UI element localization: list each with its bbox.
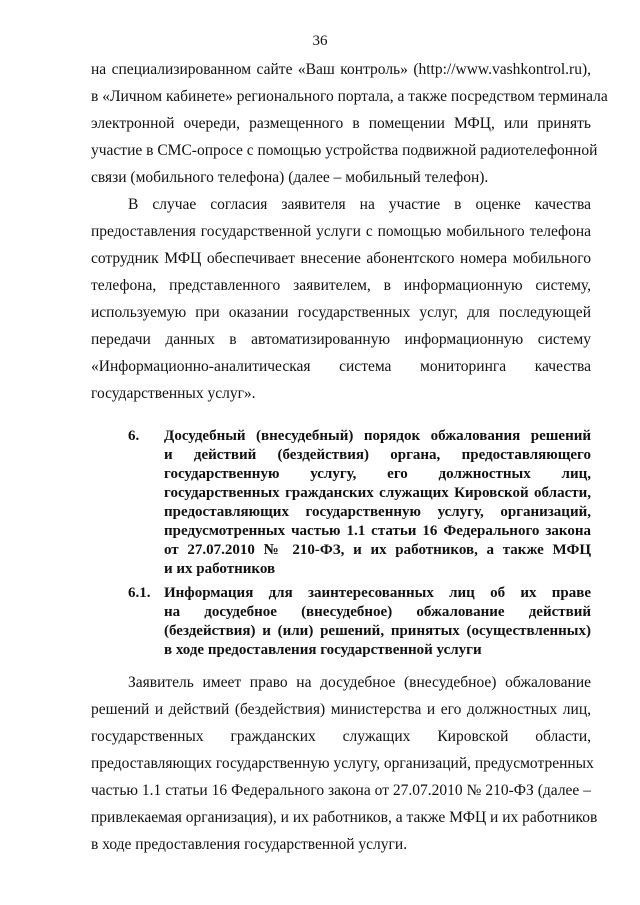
paragraph-line: участие в СМС-опросе с помощью устройства подвижной радиотелефонной: [91, 142, 598, 159]
paragraph-line: предоставляющих государственную услугу, организаций, предусмотренных: [91, 755, 594, 772]
section-heading-line: государственную услугу, его должностных лиц,: [164, 466, 591, 482]
paragraph-line: «Информационно-аналитическая система мониторинга качества: [91, 358, 591, 375]
paragraph-line: на специализированном сайте «Ваш контроль» (http://www.vashkontrol.ru),: [91, 61, 591, 78]
section-heading-line: государственных гражданских служащих Кировской области,: [164, 485, 591, 501]
paragraph-line: в «Личном кабинете» регионального портала, а также посредством терминала: [91, 88, 608, 105]
subsection-heading-line: Информация для заинтересованных лиц об их праве: [164, 585, 591, 601]
paragraph-line: решений и действий (бездействия) министерства и его должностных лиц,: [91, 701, 591, 718]
section-heading-line: и их работников: [164, 561, 276, 577]
section-number: 6.: [128, 428, 140, 444]
section-heading-line: предусмотренных частью 1.1 статьи 16 Федерального закона: [164, 523, 591, 539]
page-number: 36: [312, 33, 328, 49]
paragraph-line: государственных услуг».: [91, 385, 256, 402]
section-heading-line: и действий (бездействия) органа, предоставляющего: [164, 447, 591, 463]
section-heading-line: Досудебный (внесудебный) порядок обжалования решений: [164, 428, 591, 444]
paragraph-line: Заявитель имеет право на досудебное (внесудебное) обжалование: [128, 674, 591, 691]
section-heading-line: от 27.07.2010 № 210-ФЗ, и их работников, а также МФЦ: [164, 542, 591, 558]
paragraph-line: привлекаемая организация), и их работников, а также МФЦ и их работников: [91, 809, 598, 826]
paragraph-line: В случае согласия заявителя на участие в оценке качества: [128, 196, 591, 213]
subsection-heading-line: на досудебное (внесудебное) обжалование действий: [164, 604, 591, 620]
paragraph-line: предоставления государственной услуги с помощью мобильного телефона: [91, 223, 591, 240]
paragraph-line: сотрудник МФЦ обеспечивает внесение абонентского номера мобильного: [91, 250, 591, 267]
subsection-heading-line: в ходе предоставления государственной услуги: [164, 642, 482, 658]
subsection-number: 6.1.: [128, 585, 151, 601]
paragraph-line: телефона, представленного заявителем, в информационную систему,: [91, 277, 591, 294]
paragraph-line: используемую при оказании государственных услуг, для последующей: [91, 304, 591, 321]
section-heading-line: предоставляющих государственную услугу, организаций,: [164, 504, 591, 520]
subsection-heading-line: (бездействия) и (или) решений, принятых (осуществленных): [164, 623, 591, 639]
paragraph-line: электронной очереди, размещенного в помещении МФЦ, или принять: [91, 115, 591, 132]
paragraph-line: частью 1.1 статьи 16 Федерального закона от 27.07.2010 № 210-ФЗ (далее –: [91, 782, 591, 799]
paragraph-line: в ходе предоставления государственной услуги.: [91, 836, 408, 853]
paragraph-line: передачи данных в автоматизированную информационную систему: [91, 331, 591, 348]
paragraph-line: связи (мобильного телефона) (далее – мобильный телефон).: [91, 169, 489, 186]
paragraph-line: государственных гражданских служащих Кировской области,: [91, 728, 591, 745]
